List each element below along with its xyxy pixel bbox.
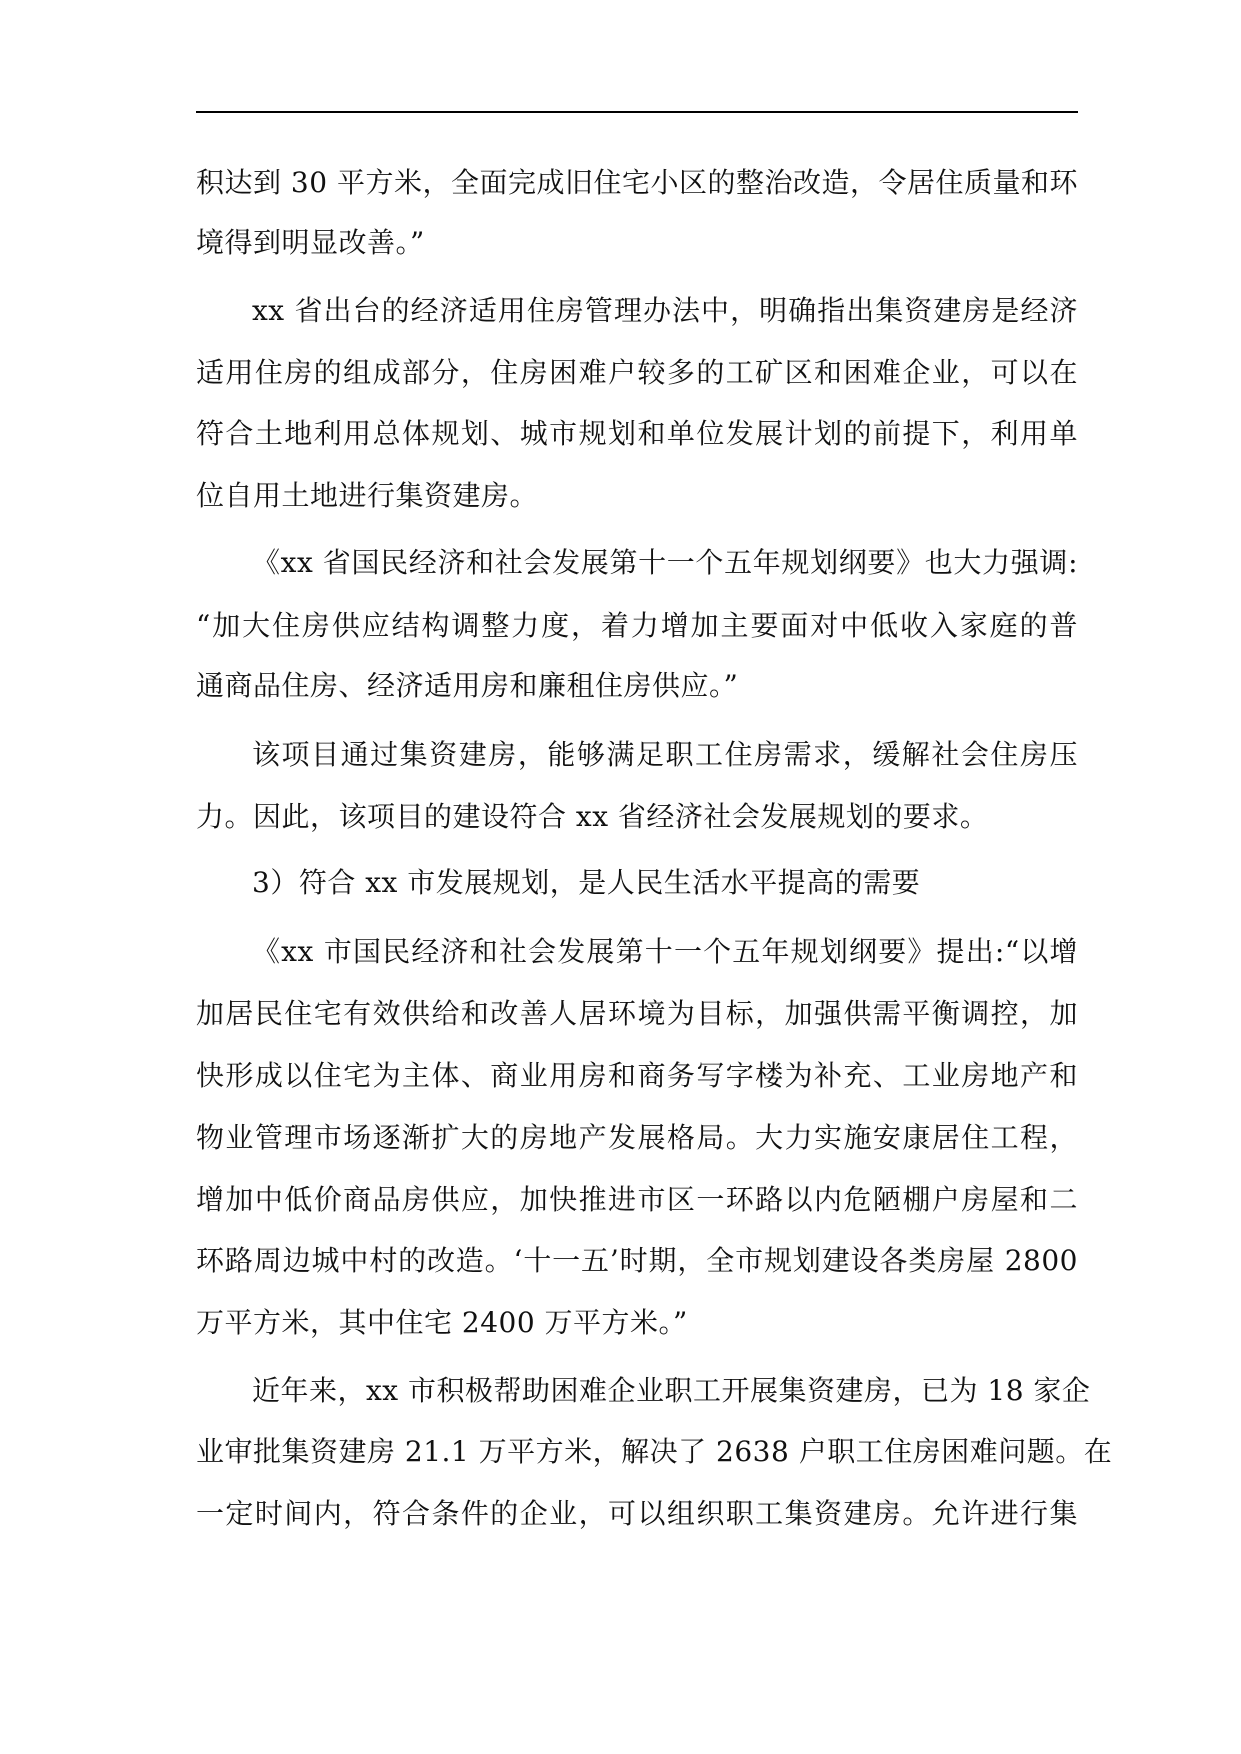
text-line: 业审批集资建房 21.1 万平方米，解决了 2638 户职工住房困难问题。在 [196,1435,1113,1468]
text-line: 积达到 30 平方米，全面完成旧住宅小区的整治改造，令居住质量和环 [196,166,1078,199]
text-line: 该项目通过集资建房，能够满足职工住房需求，缓解社会住房压 [252,738,1078,771]
text-line: 近年来，xx 市积极帮助困难企业职工开展集资建房，已为 18 家企 [252,1374,1091,1407]
text-line: 适用住房的组成部分，住房困难户较多的工矿区和困难企业，可以在 [196,356,1078,389]
text-line: 一定时间内，符合条件的企业，可以组织职工集资建房。允许进行集 [196,1497,1078,1530]
text-line: 万平方米，其中住宅 2400 万平方米。” [196,1306,688,1339]
header-rule [196,111,1078,113]
text-line: 增加中低价商品房供应，加快推进市区一环路以内危陋棚户房屋和二 [196,1183,1078,1216]
text-line: 快形成以住宅为主体、商业用房和商务写字楼为补充、工业房地产和 [196,1059,1078,1092]
text-line: 《xx 省国民经济和社会发展第十一个五年规划纲要》也大力强调: [252,546,1078,579]
text-line: 通商品住房、经济适用房和廉租住房供应。” [196,669,739,702]
text-line: 力。因此，该项目的建设符合 xx 省经济社会发展规划的要求。 [196,800,989,833]
text-line: 物业管理市场逐渐扩大的房地产发展格局。大力实施安康居住工程， [196,1121,1078,1154]
text-line: “加大住房供应结构调整力度，着力增加主要面对中低收入家庭的普 [196,609,1078,642]
text-line: 符合土地利用总体规划、城市规划和单位发展计划的前提下，利用单 [196,417,1078,450]
text-line: xx 省出台的经济适用住房管理办法中，明确指出集资建房是经济 [252,294,1078,327]
text-line: 位自用土地进行集资建房。 [196,479,539,512]
text-line: 环路周边城中村的改造。‘十一五’时期，全市规划建设各类房屋 2800 [196,1244,1078,1277]
text-line: 《xx 市国民经济和社会发展第十一个五年规划纲要》提出:“以增 [252,935,1078,968]
text-line: 境得到明显改善。” [196,226,425,259]
text-line: 加居民住宅有效供给和改善人居环境为目标，加强供需平衡调控，加 [196,997,1078,1030]
section-heading: 3）符合 xx 市发展规划，是人民生活水平提高的需要 [252,866,921,899]
